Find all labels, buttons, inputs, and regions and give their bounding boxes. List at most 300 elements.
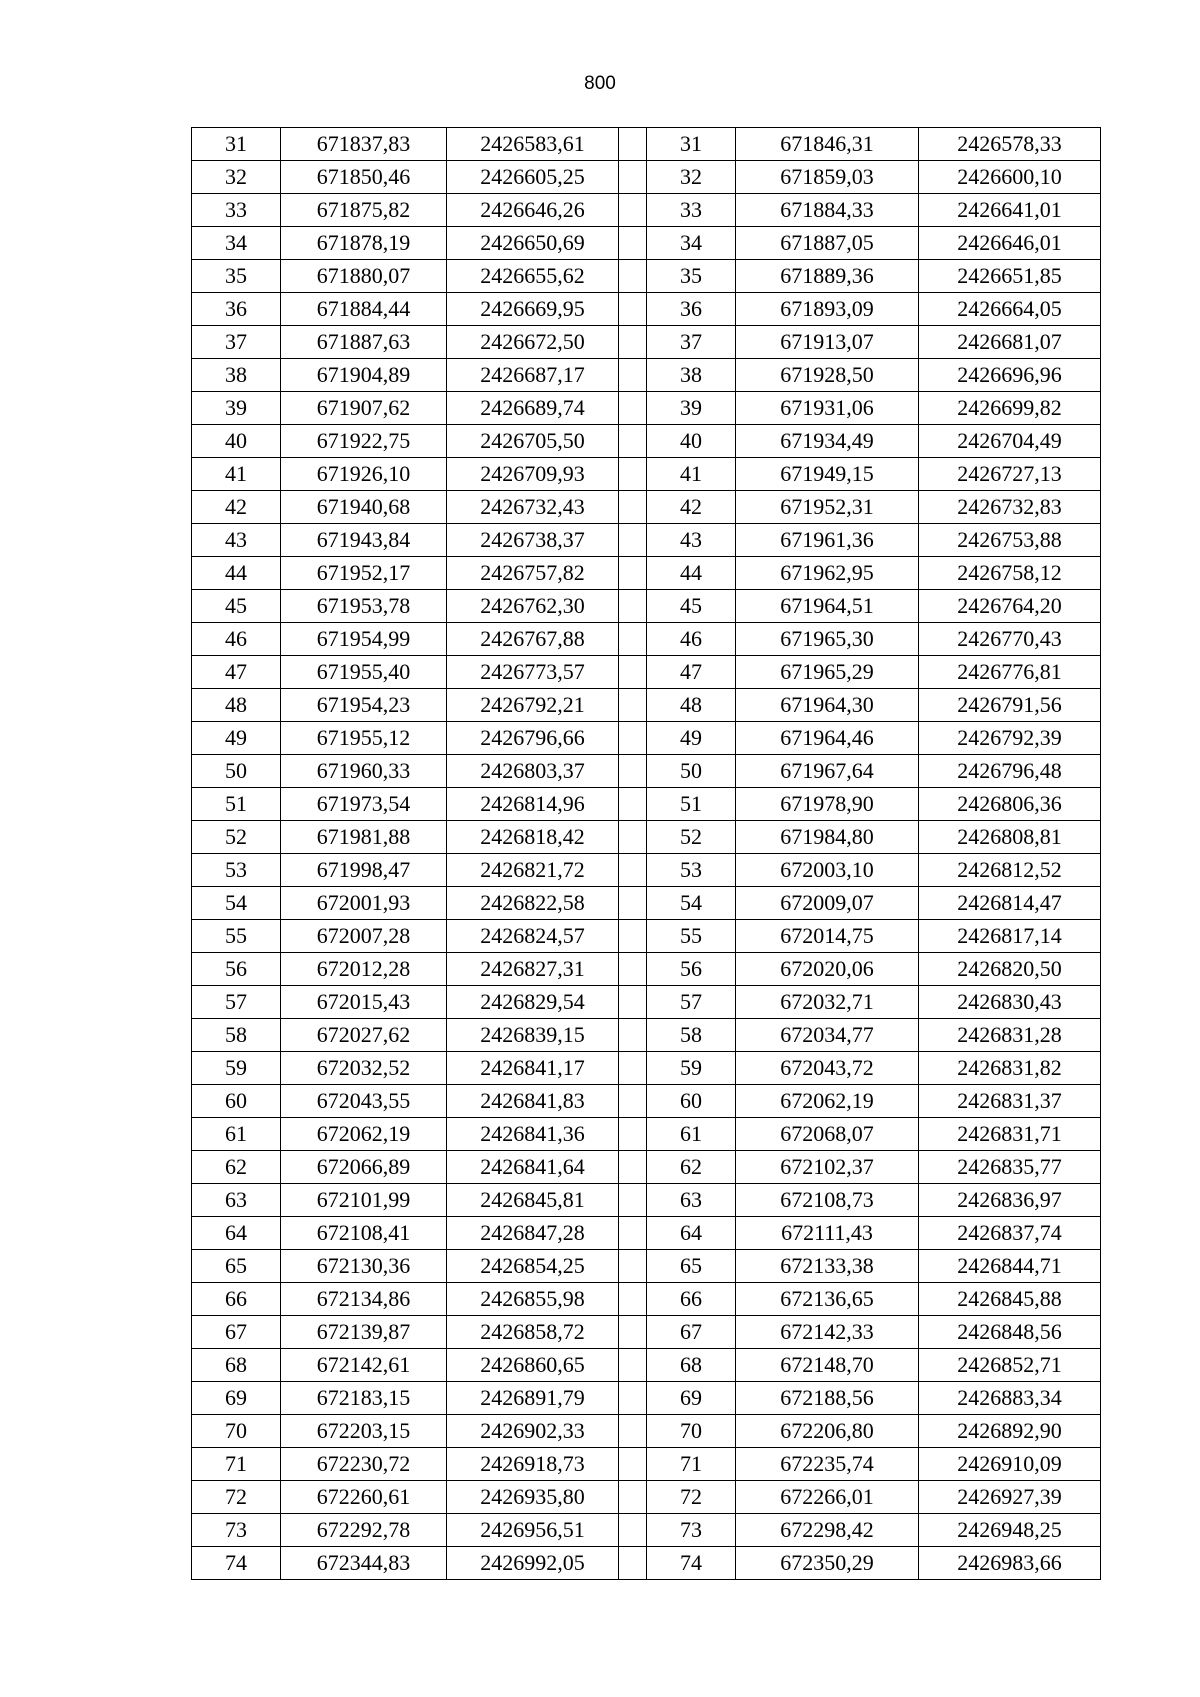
left-x-coordinate: 671878,19 — [281, 227, 447, 260]
spacer-cell — [619, 953, 647, 986]
spacer-cell — [619, 590, 647, 623]
right-x-coordinate: 671961,36 — [736, 524, 919, 557]
left-y-coordinate: 2426818,42 — [447, 821, 619, 854]
right-point-number: 62 — [647, 1151, 736, 1184]
left-y-coordinate: 2426773,57 — [447, 656, 619, 689]
left-x-coordinate: 671875,82 — [281, 194, 447, 227]
left-x-coordinate: 671973,54 — [281, 788, 447, 821]
right-x-coordinate: 671913,07 — [736, 326, 919, 359]
spacer-cell — [619, 359, 647, 392]
spacer-cell — [619, 920, 647, 953]
right-point-number: 52 — [647, 821, 736, 854]
left-y-coordinate: 2426605,25 — [447, 161, 619, 194]
spacer-cell — [619, 1514, 647, 1547]
right-x-coordinate: 672111,43 — [736, 1217, 919, 1250]
right-x-coordinate: 671884,33 — [736, 194, 919, 227]
right-y-coordinate: 2426796,48 — [919, 755, 1101, 788]
right-x-coordinate: 671978,90 — [736, 788, 919, 821]
left-y-coordinate: 2426841,36 — [447, 1118, 619, 1151]
right-x-coordinate: 671965,30 — [736, 623, 919, 656]
right-x-coordinate: 671964,51 — [736, 590, 919, 623]
left-y-coordinate: 2426854,25 — [447, 1250, 619, 1283]
right-y-coordinate: 2426820,50 — [919, 953, 1101, 986]
left-y-coordinate: 2426822,58 — [447, 887, 619, 920]
right-point-number: 50 — [647, 755, 736, 788]
left-x-coordinate: 671954,99 — [281, 623, 447, 656]
left-x-coordinate: 672230,72 — [281, 1448, 447, 1481]
right-point-number: 65 — [647, 1250, 736, 1283]
spacer-cell — [619, 1019, 647, 1052]
spacer-cell — [619, 326, 647, 359]
left-y-coordinate: 2426824,57 — [447, 920, 619, 953]
right-y-coordinate: 2426817,14 — [919, 920, 1101, 953]
left-y-coordinate: 2426829,54 — [447, 986, 619, 1019]
table-row — [192, 326, 1101, 359]
left-y-coordinate: 2426687,17 — [447, 359, 619, 392]
table-row — [192, 524, 1101, 557]
right-point-number: 47 — [647, 656, 736, 689]
spacer-cell — [619, 854, 647, 887]
right-y-coordinate: 2426791,56 — [919, 689, 1101, 722]
left-point-number: 67 — [192, 1316, 281, 1349]
table-row — [192, 260, 1101, 293]
table-row — [192, 491, 1101, 524]
right-y-coordinate: 2426831,82 — [919, 1052, 1101, 1085]
right-y-coordinate: 2426681,07 — [919, 326, 1101, 359]
left-x-coordinate: 672130,36 — [281, 1250, 447, 1283]
spacer-cell — [619, 821, 647, 854]
table-row — [192, 689, 1101, 722]
right-x-coordinate: 672068,07 — [736, 1118, 919, 1151]
left-x-coordinate: 671907,62 — [281, 392, 447, 425]
right-y-coordinate: 2426776,81 — [919, 656, 1101, 689]
right-point-number: 64 — [647, 1217, 736, 1250]
right-y-coordinate: 2426927,39 — [919, 1481, 1101, 1514]
spacer-cell — [619, 1481, 647, 1514]
page-number: 800 — [584, 73, 616, 94]
left-x-coordinate: 672043,55 — [281, 1085, 447, 1118]
left-x-coordinate: 672066,89 — [281, 1151, 447, 1184]
left-x-coordinate: 671884,44 — [281, 293, 447, 326]
left-point-number: 46 — [192, 623, 281, 656]
right-y-coordinate: 2426983,66 — [919, 1547, 1101, 1580]
right-x-coordinate: 672298,42 — [736, 1514, 919, 1547]
right-point-number: 46 — [647, 623, 736, 656]
left-point-number: 50 — [192, 755, 281, 788]
right-y-coordinate: 2426696,96 — [919, 359, 1101, 392]
left-x-coordinate: 671887,63 — [281, 326, 447, 359]
table-row — [192, 392, 1101, 425]
right-point-number: 66 — [647, 1283, 736, 1316]
right-point-number: 59 — [647, 1052, 736, 1085]
left-point-number: 59 — [192, 1052, 281, 1085]
table-row — [192, 1118, 1101, 1151]
right-point-number: 44 — [647, 557, 736, 590]
table-row — [192, 458, 1101, 491]
right-y-coordinate: 2426814,47 — [919, 887, 1101, 920]
left-point-number: 74 — [192, 1547, 281, 1580]
table-row — [192, 359, 1101, 392]
left-x-coordinate: 672139,87 — [281, 1316, 447, 1349]
left-point-number: 66 — [192, 1283, 281, 1316]
table-row — [192, 623, 1101, 656]
left-y-coordinate: 2426792,21 — [447, 689, 619, 722]
right-point-number: 74 — [647, 1547, 736, 1580]
right-x-coordinate: 672009,07 — [736, 887, 919, 920]
left-y-coordinate: 2426841,64 — [447, 1151, 619, 1184]
left-point-number: 40 — [192, 425, 281, 458]
left-point-number: 37 — [192, 326, 281, 359]
left-x-coordinate: 671940,68 — [281, 491, 447, 524]
right-point-number: 56 — [647, 953, 736, 986]
left-y-coordinate: 2426767,88 — [447, 623, 619, 656]
spacer-cell — [619, 1250, 647, 1283]
spacer-cell — [619, 425, 647, 458]
left-y-coordinate: 2426860,65 — [447, 1349, 619, 1382]
spacer-cell — [619, 1448, 647, 1481]
right-y-coordinate: 2426641,01 — [919, 194, 1101, 227]
right-point-number: 69 — [647, 1382, 736, 1415]
right-y-coordinate: 2426844,71 — [919, 1250, 1101, 1283]
left-y-coordinate: 2426583,61 — [447, 128, 619, 161]
left-x-coordinate: 671943,84 — [281, 524, 447, 557]
right-point-number: 40 — [647, 425, 736, 458]
spacer-cell — [619, 1415, 647, 1448]
table-row — [192, 1316, 1101, 1349]
left-point-number: 44 — [192, 557, 281, 590]
left-y-coordinate: 2426705,50 — [447, 425, 619, 458]
table-row — [192, 194, 1101, 227]
left-x-coordinate: 672142,61 — [281, 1349, 447, 1382]
table-row — [192, 1481, 1101, 1514]
right-y-coordinate: 2426831,71 — [919, 1118, 1101, 1151]
left-y-coordinate: 2426757,82 — [447, 557, 619, 590]
right-x-coordinate: 671928,50 — [736, 359, 919, 392]
left-y-coordinate: 2426738,37 — [447, 524, 619, 557]
left-y-coordinate: 2426655,62 — [447, 260, 619, 293]
left-point-number: 38 — [192, 359, 281, 392]
right-y-coordinate: 2426848,56 — [919, 1316, 1101, 1349]
right-point-number: 57 — [647, 986, 736, 1019]
left-y-coordinate: 2426841,17 — [447, 1052, 619, 1085]
right-y-coordinate: 2426753,88 — [919, 524, 1101, 557]
right-x-coordinate: 671952,31 — [736, 491, 919, 524]
right-y-coordinate: 2426883,34 — [919, 1382, 1101, 1415]
left-point-number: 52 — [192, 821, 281, 854]
right-point-number: 42 — [647, 491, 736, 524]
table-row — [192, 1382, 1101, 1415]
table-row — [192, 887, 1101, 920]
table-row — [192, 1250, 1101, 1283]
left-x-coordinate: 672108,41 — [281, 1217, 447, 1250]
left-x-coordinate: 671998,47 — [281, 854, 447, 887]
spacer-cell — [619, 491, 647, 524]
left-y-coordinate: 2426672,50 — [447, 326, 619, 359]
right-point-number: 41 — [647, 458, 736, 491]
left-point-number: 48 — [192, 689, 281, 722]
right-point-number: 60 — [647, 1085, 736, 1118]
right-y-coordinate: 2426831,37 — [919, 1085, 1101, 1118]
left-x-coordinate: 672001,93 — [281, 887, 447, 920]
left-y-coordinate: 2426935,80 — [447, 1481, 619, 1514]
right-y-coordinate: 2426892,90 — [919, 1415, 1101, 1448]
right-x-coordinate: 672108,73 — [736, 1184, 919, 1217]
right-point-number: 32 — [647, 161, 736, 194]
left-x-coordinate: 671955,40 — [281, 656, 447, 689]
table-row — [192, 1514, 1101, 1547]
table-row — [192, 854, 1101, 887]
left-point-number: 57 — [192, 986, 281, 1019]
right-y-coordinate: 2426948,25 — [919, 1514, 1101, 1547]
spacer-cell — [619, 986, 647, 1019]
right-point-number: 63 — [647, 1184, 736, 1217]
right-y-coordinate: 2426830,43 — [919, 986, 1101, 1019]
left-y-coordinate: 2426992,05 — [447, 1547, 619, 1580]
right-x-coordinate: 672350,29 — [736, 1547, 919, 1580]
left-point-number: 60 — [192, 1085, 281, 1118]
right-point-number: 36 — [647, 293, 736, 326]
right-y-coordinate: 2426831,28 — [919, 1019, 1101, 1052]
right-point-number: 31 — [647, 128, 736, 161]
left-point-number: 58 — [192, 1019, 281, 1052]
left-y-coordinate: 2426902,33 — [447, 1415, 619, 1448]
left-x-coordinate: 672134,86 — [281, 1283, 447, 1316]
spacer-cell — [619, 524, 647, 557]
right-x-coordinate: 672034,77 — [736, 1019, 919, 1052]
right-y-coordinate: 2426837,74 — [919, 1217, 1101, 1250]
table-row — [192, 920, 1101, 953]
table-row — [192, 722, 1101, 755]
right-point-number: 48 — [647, 689, 736, 722]
left-x-coordinate: 671880,07 — [281, 260, 447, 293]
table-row — [192, 1085, 1101, 1118]
spacer-cell — [619, 1283, 647, 1316]
left-y-coordinate: 2426845,81 — [447, 1184, 619, 1217]
left-point-number: 49 — [192, 722, 281, 755]
right-x-coordinate: 672136,65 — [736, 1283, 919, 1316]
right-x-coordinate: 672266,01 — [736, 1481, 919, 1514]
right-y-coordinate: 2426836,97 — [919, 1184, 1101, 1217]
table-row — [192, 821, 1101, 854]
left-point-number: 41 — [192, 458, 281, 491]
spacer-cell — [619, 788, 647, 821]
left-y-coordinate: 2426855,98 — [447, 1283, 619, 1316]
table-row — [192, 128, 1101, 161]
right-x-coordinate: 671846,31 — [736, 128, 919, 161]
spacer-cell — [619, 392, 647, 425]
right-y-coordinate: 2426770,43 — [919, 623, 1101, 656]
left-y-coordinate: 2426841,83 — [447, 1085, 619, 1118]
table-row — [192, 293, 1101, 326]
left-y-coordinate: 2426827,31 — [447, 953, 619, 986]
right-x-coordinate: 671949,15 — [736, 458, 919, 491]
right-point-number: 68 — [647, 1349, 736, 1382]
right-point-number: 61 — [647, 1118, 736, 1151]
right-point-number: 54 — [647, 887, 736, 920]
right-point-number: 33 — [647, 194, 736, 227]
right-point-number: 39 — [647, 392, 736, 425]
right-y-coordinate: 2426764,20 — [919, 590, 1101, 623]
table-row — [192, 1184, 1101, 1217]
left-point-number: 63 — [192, 1184, 281, 1217]
table-row — [192, 1547, 1101, 1580]
left-y-coordinate: 2426814,96 — [447, 788, 619, 821]
right-y-coordinate: 2426910,09 — [919, 1448, 1101, 1481]
right-y-coordinate: 2426812,52 — [919, 854, 1101, 887]
left-x-coordinate: 671954,23 — [281, 689, 447, 722]
right-x-coordinate: 671965,29 — [736, 656, 919, 689]
left-point-number: 62 — [192, 1151, 281, 1184]
left-x-coordinate: 672062,19 — [281, 1118, 447, 1151]
left-point-number: 53 — [192, 854, 281, 887]
right-y-coordinate: 2426578,33 — [919, 128, 1101, 161]
right-x-coordinate: 672133,38 — [736, 1250, 919, 1283]
spacer-cell — [619, 1085, 647, 1118]
right-x-coordinate: 672102,37 — [736, 1151, 919, 1184]
right-y-coordinate: 2426792,39 — [919, 722, 1101, 755]
spacer-cell — [619, 1382, 647, 1415]
right-x-coordinate: 672020,06 — [736, 953, 919, 986]
right-point-number: 55 — [647, 920, 736, 953]
left-x-coordinate: 671960,33 — [281, 755, 447, 788]
right-x-coordinate: 671962,95 — [736, 557, 919, 590]
table-row — [192, 656, 1101, 689]
right-point-number: 38 — [647, 359, 736, 392]
left-x-coordinate: 671926,10 — [281, 458, 447, 491]
left-x-coordinate: 672007,28 — [281, 920, 447, 953]
table-row — [192, 590, 1101, 623]
table-row — [192, 1052, 1101, 1085]
spacer-cell — [619, 623, 647, 656]
table-row — [192, 1019, 1101, 1052]
left-point-number: 35 — [192, 260, 281, 293]
right-y-coordinate: 2426852,71 — [919, 1349, 1101, 1382]
spacer-cell — [619, 194, 647, 227]
right-x-coordinate: 672032,71 — [736, 986, 919, 1019]
right-x-coordinate: 671967,64 — [736, 755, 919, 788]
spacer-cell — [619, 1184, 647, 1217]
right-y-coordinate: 2426808,81 — [919, 821, 1101, 854]
table-row — [192, 1283, 1101, 1316]
left-x-coordinate: 671981,88 — [281, 821, 447, 854]
left-point-number: 34 — [192, 227, 281, 260]
right-x-coordinate: 672003,10 — [736, 854, 919, 887]
right-point-number: 73 — [647, 1514, 736, 1547]
left-point-number: 73 — [192, 1514, 281, 1547]
left-x-coordinate: 672027,62 — [281, 1019, 447, 1052]
left-y-coordinate: 2426689,74 — [447, 392, 619, 425]
spacer-cell — [619, 293, 647, 326]
spacer-cell — [619, 656, 647, 689]
spacer-cell — [619, 1547, 647, 1580]
left-x-coordinate: 671955,12 — [281, 722, 447, 755]
right-x-coordinate: 672206,80 — [736, 1415, 919, 1448]
spacer-cell — [619, 227, 647, 260]
table-row — [192, 425, 1101, 458]
left-x-coordinate: 671904,89 — [281, 359, 447, 392]
table-row — [192, 161, 1101, 194]
right-x-coordinate: 671889,36 — [736, 260, 919, 293]
table-row — [192, 227, 1101, 260]
left-y-coordinate: 2426956,51 — [447, 1514, 619, 1547]
right-y-coordinate: 2426704,49 — [919, 425, 1101, 458]
left-x-coordinate: 672344,83 — [281, 1547, 447, 1580]
right-point-number: 37 — [647, 326, 736, 359]
spacer-cell — [619, 689, 647, 722]
left-x-coordinate: 672292,78 — [281, 1514, 447, 1547]
right-point-number: 51 — [647, 788, 736, 821]
left-y-coordinate: 2426821,72 — [447, 854, 619, 887]
right-point-number: 67 — [647, 1316, 736, 1349]
left-point-number: 43 — [192, 524, 281, 557]
left-point-number: 47 — [192, 656, 281, 689]
left-y-coordinate: 2426646,26 — [447, 194, 619, 227]
left-y-coordinate: 2426762,30 — [447, 590, 619, 623]
table-row — [192, 557, 1101, 590]
left-x-coordinate: 671837,83 — [281, 128, 447, 161]
left-point-number: 39 — [192, 392, 281, 425]
left-point-number: 71 — [192, 1448, 281, 1481]
right-x-coordinate: 671887,05 — [736, 227, 919, 260]
left-y-coordinate: 2426847,28 — [447, 1217, 619, 1250]
left-point-number: 55 — [192, 920, 281, 953]
table-row — [192, 755, 1101, 788]
right-x-coordinate: 672148,70 — [736, 1349, 919, 1382]
right-x-coordinate: 671964,30 — [736, 689, 919, 722]
spacer-cell — [619, 755, 647, 788]
right-y-coordinate: 2426835,77 — [919, 1151, 1101, 1184]
table-row — [192, 986, 1101, 1019]
left-x-coordinate: 671953,78 — [281, 590, 447, 623]
right-point-number: 35 — [647, 260, 736, 293]
table-row — [192, 953, 1101, 986]
left-point-number: 72 — [192, 1481, 281, 1514]
spacer-cell — [619, 458, 647, 491]
left-point-number: 42 — [192, 491, 281, 524]
left-x-coordinate: 672015,43 — [281, 986, 447, 1019]
table-row — [192, 788, 1101, 821]
left-x-coordinate: 672203,15 — [281, 1415, 447, 1448]
spacer-cell — [619, 1316, 647, 1349]
left-y-coordinate: 2426839,15 — [447, 1019, 619, 1052]
left-y-coordinate: 2426650,69 — [447, 227, 619, 260]
table-row — [192, 1151, 1101, 1184]
left-y-coordinate: 2426918,73 — [447, 1448, 619, 1481]
right-x-coordinate: 671859,03 — [736, 161, 919, 194]
right-point-number: 43 — [647, 524, 736, 557]
right-point-number: 58 — [647, 1019, 736, 1052]
spacer-cell — [619, 1052, 647, 1085]
right-x-coordinate: 672043,72 — [736, 1052, 919, 1085]
right-y-coordinate: 2426699,82 — [919, 392, 1101, 425]
right-y-coordinate: 2426845,88 — [919, 1283, 1101, 1316]
left-point-number: 61 — [192, 1118, 281, 1151]
spacer-cell — [619, 1217, 647, 1250]
left-y-coordinate: 2426709,93 — [447, 458, 619, 491]
table-row — [192, 1448, 1101, 1481]
left-point-number: 69 — [192, 1382, 281, 1415]
left-y-coordinate: 2426669,95 — [447, 293, 619, 326]
right-x-coordinate: 671934,49 — [736, 425, 919, 458]
spacer-cell — [619, 722, 647, 755]
spacer-cell — [619, 557, 647, 590]
right-x-coordinate: 671964,46 — [736, 722, 919, 755]
right-y-coordinate: 2426727,13 — [919, 458, 1101, 491]
left-point-number: 32 — [192, 161, 281, 194]
left-x-coordinate: 671952,17 — [281, 557, 447, 590]
right-x-coordinate: 672062,19 — [736, 1085, 919, 1118]
left-point-number: 54 — [192, 887, 281, 920]
